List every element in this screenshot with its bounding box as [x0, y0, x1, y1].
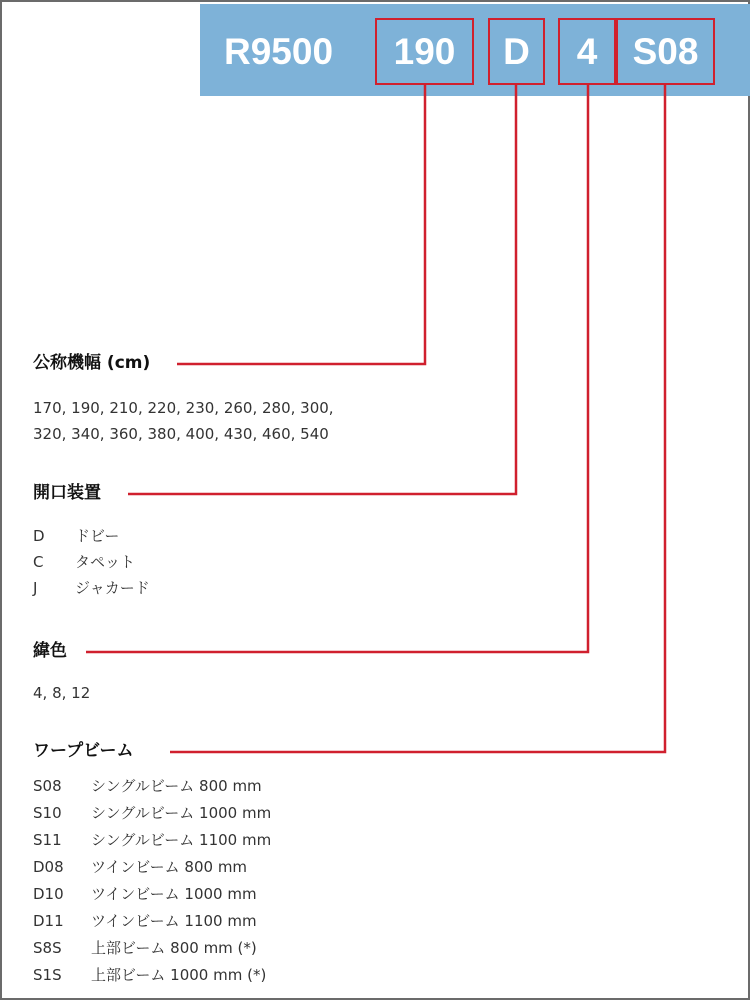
shedding-code: C — [33, 553, 44, 571]
shedding-desc: ジャカード — [75, 579, 150, 597]
list-item — [33, 826, 271, 853]
list-item — [33, 772, 271, 799]
connector-weft — [86, 85, 588, 652]
beam-desc: 上部ビーム 800 mm (*) — [91, 938, 257, 957]
beam-desc: ツインビーム 800 mm — [91, 857, 248, 876]
shedding-desc: ドビー — [75, 527, 120, 545]
beam-desc: シングルビーム 1100 mm — [91, 830, 272, 849]
width-values-line-1: 170, 190, 210, 220, 230, 260, 280, 300, — [33, 399, 334, 417]
beam-code: S11 — [33, 830, 62, 849]
list-item — [33, 961, 271, 988]
model-name: R9500 — [224, 31, 334, 72]
beam-code: S1S — [33, 965, 62, 984]
list-item — [33, 523, 150, 549]
shedding-code: J — [33, 579, 38, 597]
list-item — [33, 853, 271, 880]
warp-beam-list — [33, 772, 271, 988]
weft-values: 4, 8, 12 — [33, 684, 91, 702]
list-item — [33, 880, 271, 907]
list-item — [33, 934, 271, 961]
code-segment-beam-label: S08 — [632, 31, 699, 72]
code-segment-shedding-label: D — [503, 31, 530, 72]
width-values-line-2: 320, 340, 360, 380, 400, 430, 460, 540 — [33, 425, 329, 443]
code-segment-width-label: 190 — [393, 31, 456, 72]
beam-code: D10 — [33, 884, 64, 903]
shedding-list — [33, 523, 150, 601]
beam-code: S8S — [33, 938, 62, 957]
weft-heading: 緯色 — [33, 641, 67, 661]
shedding-code: D — [33, 527, 45, 545]
width-values — [33, 395, 334, 447]
beam-desc: 上部ビーム 1000 mm (*) — [91, 965, 267, 984]
beam-desc: ツインビーム 1100 mm — [91, 911, 257, 930]
list-item — [33, 575, 150, 601]
beam-code: D08 — [33, 857, 64, 876]
list-item — [33, 799, 271, 826]
width-heading: 公称機幅 (cm) — [33, 353, 151, 373]
connector-width — [177, 85, 425, 364]
beam-desc: シングルビーム 1000 mm — [91, 803, 272, 822]
beam-code: S08 — [33, 776, 62, 795]
shedding-desc: タペット — [75, 553, 136, 571]
list-item — [33, 549, 150, 575]
list-item — [33, 907, 271, 934]
beam-code: S10 — [33, 803, 62, 822]
warp-beam-heading: ワープビーム — [33, 741, 134, 761]
code-segment-weft-label: 4 — [576, 31, 598, 72]
shedding-heading: 開口装置 — [33, 483, 101, 503]
beam-desc: ツインビーム 1000 mm — [91, 884, 257, 903]
beam-desc: シングルビーム 800 mm — [91, 776, 262, 795]
beam-code: D11 — [33, 911, 64, 930]
